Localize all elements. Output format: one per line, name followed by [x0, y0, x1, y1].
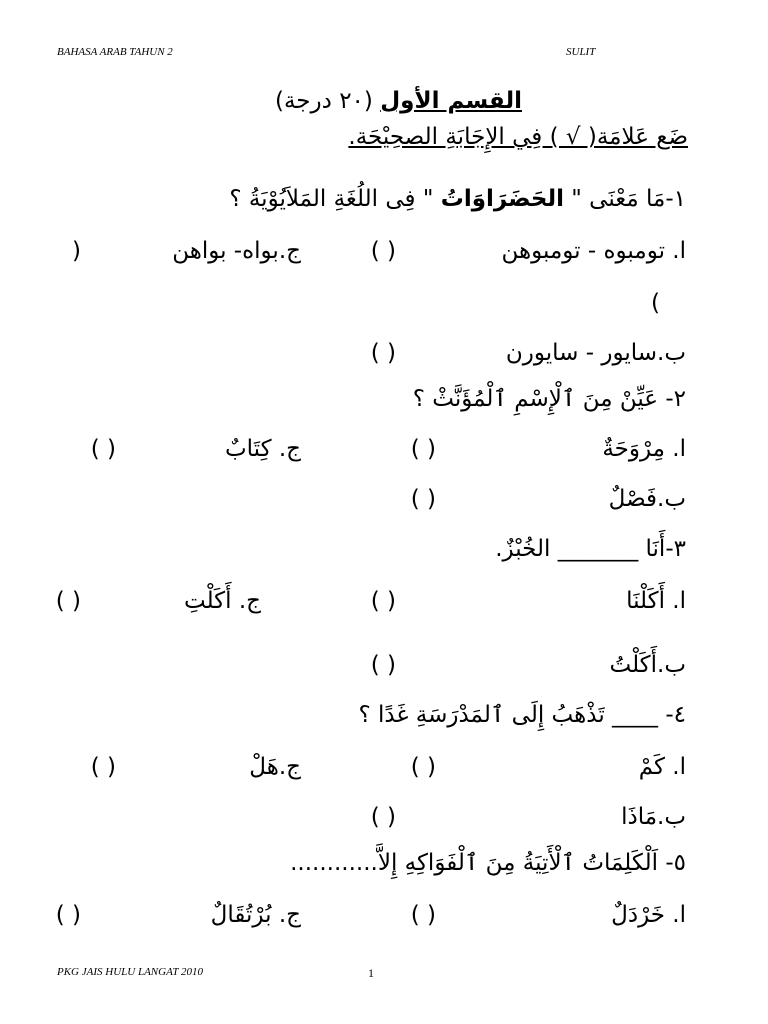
option-c-label: ج. كِتَابٌ — [224, 436, 301, 462]
option-a-checkbox[interactable]: ( ) — [410, 436, 436, 462]
option-b-checkbox[interactable]: ( ) — [370, 804, 396, 830]
section-heading — [275, 88, 522, 114]
question-5-stem: ٥- اَلْكَلِمَاتُ ٱلْأَتِيَةُ مِنَ ٱلْفَوَاكِهِ إِلاَّ............ — [290, 850, 686, 876]
option-a-label: ا. تومبوه - تومبوهن — [501, 238, 686, 264]
option-c-label: ج. أَكَلْتِ — [183, 588, 261, 614]
option-b-label: ب.أَكَلْتُ — [609, 652, 686, 678]
question-1-options-row-1 — [60, 238, 686, 278]
question-1-keyword: الحَضَرَاوَاتُ — [440, 186, 564, 212]
option-a-label: ا. خَرْدَلٌ — [611, 902, 686, 928]
option-a-label: ا. كَمْ — [638, 754, 686, 780]
question-1-stem-start: ١-مَا مَعْنَى " — [571, 186, 686, 212]
option-b-label: ب.فَصْلٌ — [608, 486, 686, 512]
question-1-options-row-2 — [60, 340, 686, 380]
question-1-stem-end: " فِى اللُغَةِ المَلاَيُوْيَةُ ؟ — [229, 186, 434, 212]
question-3-options-row-1 — [55, 588, 686, 628]
section-title: القسم الأول — [380, 88, 522, 114]
option-a-checkbox[interactable]: ( ) — [370, 238, 396, 264]
question-4-options-row-2 — [60, 804, 686, 844]
question-2-options-row-1 — [60, 436, 686, 476]
section-instruction: ضَع عَلامَة( √ ) فِي الإِجَابَةِ الصحِيْحَة. — [348, 124, 688, 150]
header-left: BAHASA ARAB TAHUN 2 — [57, 46, 173, 58]
option-b-label: ب.سايور - سايورن — [505, 340, 686, 366]
option-c-label: ج.هَلْ — [249, 754, 301, 780]
option-b-checkbox[interactable]: ( ) — [410, 486, 436, 512]
page-number: 1 — [368, 966, 374, 980]
option-c-checkbox[interactable]: ( ) — [55, 588, 81, 614]
option-c-checkbox-open[interactable]: ( — [72, 238, 81, 264]
question-4-options-row-1 — [60, 754, 686, 794]
option-c-label: ج.بواه- بواهن — [172, 238, 301, 264]
option-c-checkbox[interactable]: ( ) — [55, 902, 81, 928]
option-b-checkbox[interactable]: ( ) — [370, 652, 396, 678]
option-c-checkbox[interactable]: ( ) — [90, 436, 116, 462]
question-5-options-row-1 — [55, 902, 686, 942]
option-b-checkbox[interactable]: ( ) — [370, 340, 396, 366]
option-c-label: ج. بُرْتُقَالٌ — [210, 902, 301, 928]
section-marks: (٢٠ درجة) — [275, 88, 373, 114]
option-b-label: ب.مَاذَا — [621, 804, 686, 830]
question-2-options-row-2 — [60, 486, 686, 526]
option-a-checkbox[interactable]: ( ) — [410, 754, 436, 780]
question-3-options-row-2 — [60, 652, 686, 692]
option-a-label: ا. أَكَلْنَا — [626, 588, 686, 614]
question-2-stem: ٢- عَيِّنْ مِنَ ٱلْإِسْمِ ٱلْمُؤَنَّثْ ؟ — [412, 386, 686, 412]
option-c-checkbox[interactable]: ( ) — [90, 754, 116, 780]
question-4-stem: ٤- ____ تَذْهَبُ إِلَى ٱلمَدْرَسَةِ غَدًا ؟ — [358, 702, 686, 728]
option-a-label: ا. مِرْوَحَةٌ — [602, 436, 686, 462]
question-1-stem — [229, 186, 686, 212]
footer-left: PKG JAIS HULU LANGAT 2010 — [57, 966, 204, 978]
option-a-checkbox[interactable]: ( ) — [370, 588, 396, 614]
question-3-stem: ٣-أَنَا _______ الخُبْزٌ. — [495, 536, 686, 562]
option-a-checkbox[interactable]: ( ) — [410, 902, 436, 928]
header-right: SULIT — [566, 46, 596, 58]
option-c-checkbox-close[interactable]: ) — [651, 290, 660, 316]
